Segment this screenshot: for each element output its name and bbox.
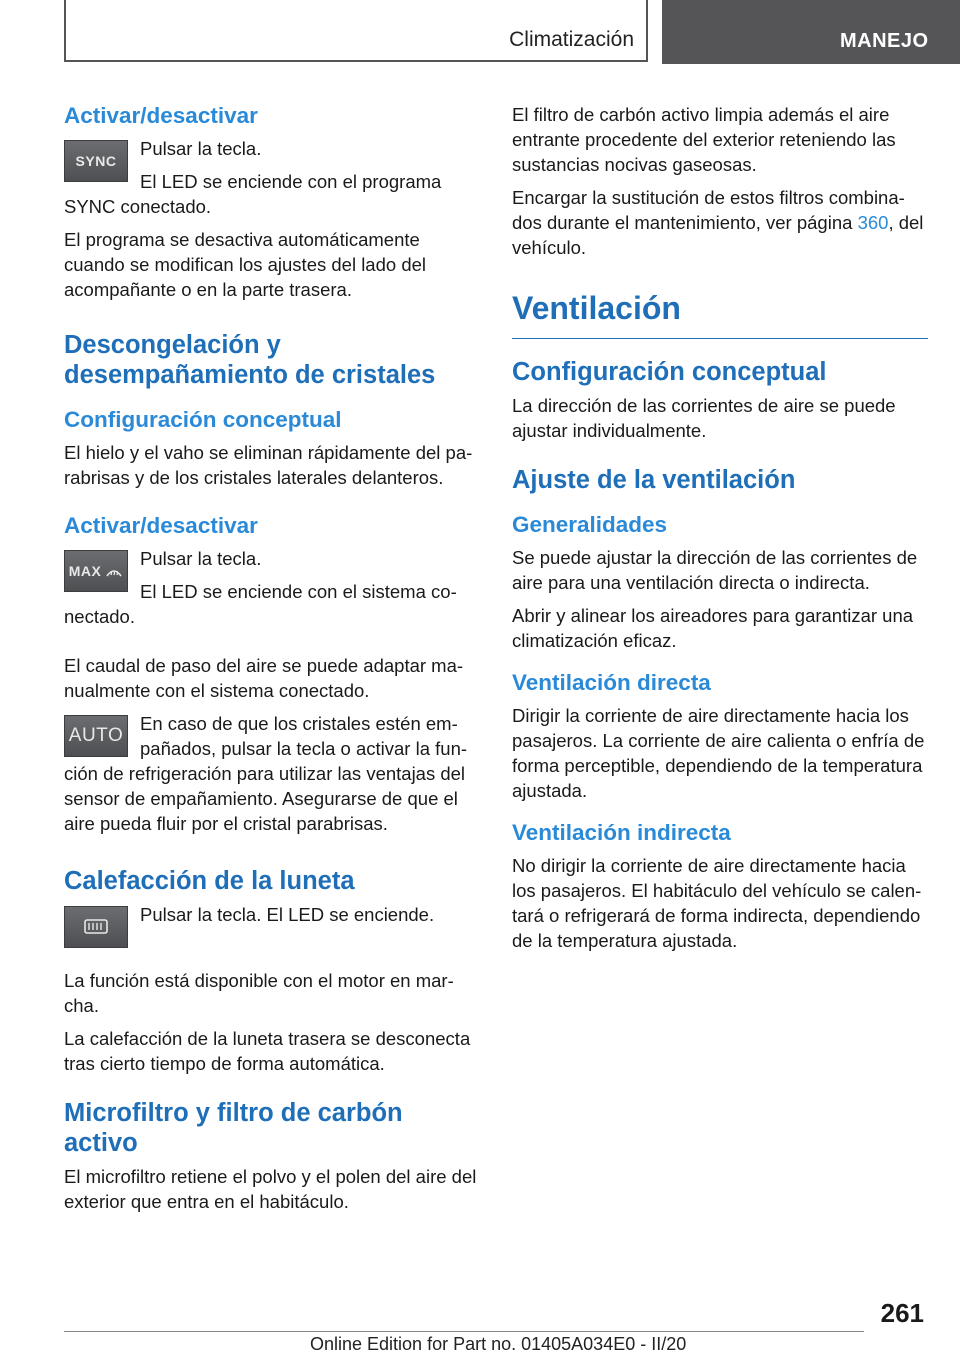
section-heading: Ajuste de la ventilación <box>512 466 796 494</box>
page-reference-link[interactable]: 360 <box>857 212 889 233</box>
subsection-heading: Configuración conceptual <box>64 407 342 432</box>
paragraph: Se puede ajustar la dirección de las corrientes de aire para una ventilación directa o indirecta. <box>512 547 918 593</box>
paragraph: Dirigir la corriente de aire directamente hacia los pasajeros. La corriente de aire calienta o enfría de forma perceptible, dependiendo de la temperatura ajustada. <box>512 705 925 801</box>
subsection-heading: Generalidades <box>512 512 668 537</box>
paragraph: Pulsar la tecla. <box>140 138 262 159</box>
sync-button-icon: SYNC <box>64 140 128 182</box>
section-heading: Microfiltro y filtro de carbón activo <box>64 1099 403 1157</box>
header-section-title: Climatización <box>509 28 634 51</box>
subsection-heading: Activar/desactivar <box>64 513 258 538</box>
rear-defrost-instruction <box>64 902 479 927</box>
section-heading: Descongelación y desempañamiento de cristales <box>64 331 436 389</box>
paragraph: La calefacción de la luneta trasera se desconecta tras cierto tiempo de forma automática. <box>64 1028 471 1074</box>
subsection-heading: Ventilación indirecta <box>512 820 731 845</box>
paragraph: La función está disponible con el motor en marcha. <box>64 970 454 1016</box>
max-key-label: MAX <box>68 563 102 579</box>
footer-divider <box>64 1331 864 1332</box>
right-column <box>512 102 928 961</box>
text-run: Encargar la sustitución de estos filtros combinados durante el mantenimiento, ver página <box>512 187 905 233</box>
header-chapter-tab[interactable] <box>662 0 960 64</box>
page-number: 261 <box>880 1298 924 1328</box>
paragraph: Pulsar la tecla. El LED se enciende. <box>140 904 435 925</box>
footer-edition-text: Online Edition for Part no. 01405A034E0 - II/20 <box>310 1334 687 1354</box>
subsection-heading: Ventilación directa <box>512 670 711 695</box>
section-heading: Activar/desactivar <box>64 103 258 128</box>
paragraph: El LED se enciende con el programa SYNC conectado. <box>64 171 442 217</box>
paragraph: Pulsar la tecla. <box>140 548 262 569</box>
paragraph: El hielo y el vaho se eliminan rápidamente del parabrisas y de los cristales laterales delanteros. <box>64 442 473 488</box>
chapter-heading: Ventilación <box>512 288 928 339</box>
section-heading: Calefacción de la luneta <box>64 867 355 895</box>
paragraph: El filtro de carbón activo limpia además el aire entrante procedente del exterior reteniendo las sustancias nocivas gaseosas. <box>512 104 896 175</box>
header-tab-label: MANEJO <box>840 30 929 52</box>
section-heading: Configuración conceptual <box>512 358 827 386</box>
max-defrost-instruction <box>64 546 479 629</box>
paragraph: El caudal de paso del aire se puede adaptar manualmente con el sistema conectado. <box>64 655 464 701</box>
paragraph: La dirección de las corrientes de aire se puede ajustar individualmente. <box>512 395 896 441</box>
defrost-icon <box>105 563 123 579</box>
auto-button-icon: AUTO <box>64 715 128 757</box>
max-defrost-button-icon <box>64 550 128 592</box>
sync-instruction <box>64 136 479 219</box>
auto-instruction <box>64 711 479 836</box>
paragraph: Abrir y alinear los aireadores para garantizar una climatización eficaz. <box>512 605 914 651</box>
left-column <box>64 102 479 1222</box>
paragraph <box>512 185 928 260</box>
rear-window-heating-icon <box>83 917 109 937</box>
text-run: , del vehículo. <box>512 212 924 258</box>
rear-window-heating-button-icon <box>64 906 128 948</box>
paragraph: El LED se enciende con el sistema conectado. <box>64 581 457 627</box>
paragraph: No dirigir la corriente de aire directamente hacia los pasajeros. El habitáculo del vehículo se calentará o refrigerará de forma indirecta, dependiendo de la temperatura ajustada. <box>512 855 922 951</box>
paragraph: En caso de que los cristales estén empañados, pulsar la tecla o activar la función de refrigeración para utilizar las ventajas del sensor de empañamiento. Asegurarse de que el aire pueda fluir por el cristal parabrisas. <box>64 713 468 834</box>
paragraph: El programa se desactiva automáticamente cuando se modifican los ajustes del lado del acompañante o en la parte trasera. <box>64 229 427 300</box>
paragraph: El microfiltro retiene el polvo y el polen del aire del exterior que entra en el habitáculo. <box>64 1166 477 1212</box>
